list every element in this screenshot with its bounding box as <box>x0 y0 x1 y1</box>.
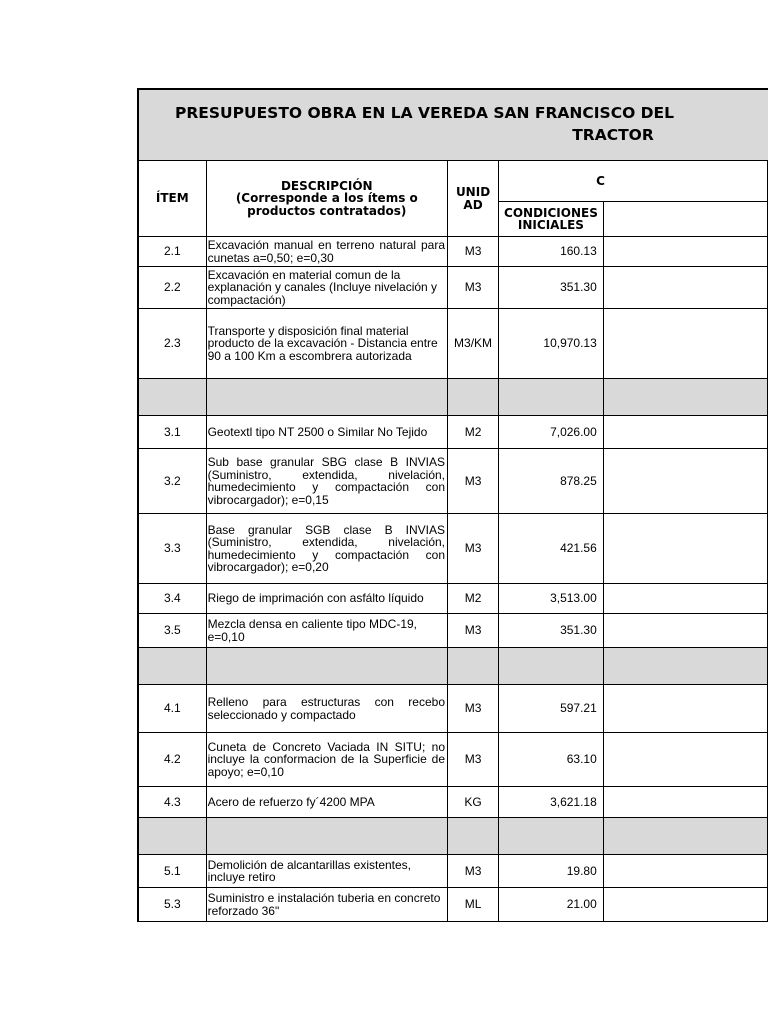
document-title-line2: TRACTOR <box>572 126 654 144</box>
table-row <box>138 855 768 888</box>
separator-cell <box>448 648 499 685</box>
quantity-cell: 3,513.00 <box>499 584 604 614</box>
separator-cell <box>499 379 604 416</box>
item-number-cell: 3.5 <box>138 614 206 648</box>
description-cell: Riego de imprimación con asfálto líquido <box>206 584 447 614</box>
item-number-cell: 5.3 <box>138 888 206 922</box>
separator-cell <box>138 818 206 855</box>
description-cell: Cuneta de Concreto Vaciada IN SITU; no incluye la conformacion de la Superficie de apoyo; e=0,10 <box>206 733 447 787</box>
quantity-cell: 63.10 <box>499 733 604 787</box>
section-separator-row <box>138 818 768 855</box>
table-row <box>138 787 768 818</box>
unit-cell: M3 <box>448 514 499 584</box>
item-number-cell: 2.1 <box>138 237 206 267</box>
document-title-line1: PRESUPUESTO OBRA EN LA VEREDA SAN FRANCISCO DEL <box>175 104 674 122</box>
description-cell: Base granular SGB clase B INVIAS (Suministro, extendida, nivelación, humedecimiento y compactación con vibrocargador); e=0,20 <box>206 514 447 584</box>
empty-cell <box>603 237 767 267</box>
table-row <box>138 888 768 922</box>
header-unit-label: UNIDAD <box>455 185 491 212</box>
separator-cell <box>206 648 447 685</box>
unit-cell: KG <box>448 787 499 818</box>
quantity-cell: 3,621.18 <box>499 787 604 818</box>
empty-cell <box>603 309 767 379</box>
separator-cell <box>603 379 767 416</box>
empty-cell <box>603 416 767 449</box>
header-item: ÍTEM <box>138 161 206 237</box>
description-cell: Sub base granular SBG clase B INVIAS (Suministro, extendida, nivelación, humedecimiento y compactación con vibrocargador); e=0,15 <box>206 449 447 514</box>
item-number-cell: 2.2 <box>138 267 206 309</box>
table-row <box>138 237 768 267</box>
table-row <box>138 514 768 584</box>
item-number-cell: 3.4 <box>138 584 206 614</box>
table-row <box>138 267 768 309</box>
quantity-cell: 7,026.00 <box>499 416 604 449</box>
unit-cell: M3 <box>448 237 499 267</box>
description-cell: Relleno para estructuras con recebo seleccionado y compactado <box>206 685 447 733</box>
description-cell: Transporte y disposición final material producto de la excavación - Distancia entre 90 a 100 Km a escombrera autorizada <box>206 309 447 379</box>
unit-cell: M3 <box>448 733 499 787</box>
header-description-title: DESCRIPCIÓN <box>280 178 373 193</box>
separator-cell <box>499 648 604 685</box>
unit-cell: M2 <box>448 584 499 614</box>
description-cell: Excavación manual en terreno natural para cunetas a=0,50; e=0,30 <box>206 237 447 267</box>
unit-cell: M3/KM <box>448 309 499 379</box>
separator-cell <box>499 818 604 855</box>
empty-cell <box>603 888 767 922</box>
item-number-cell: 3.2 <box>138 449 206 514</box>
item-number-cell: 3.1 <box>138 416 206 449</box>
empty-cell <box>603 855 767 888</box>
quantity-cell: 21.00 <box>499 888 604 922</box>
table-row <box>138 584 768 614</box>
section-separator-row <box>138 379 768 416</box>
unit-cell: ML <box>448 888 499 922</box>
table-row <box>138 416 768 449</box>
header-description <box>206 161 447 237</box>
item-number-cell: 4.3 <box>138 787 206 818</box>
quantity-cell: 597.21 <box>499 685 604 733</box>
empty-cell <box>603 267 767 309</box>
description-cell: Acero de refuerzo fy´4200 MPA <box>206 787 447 818</box>
table-row <box>138 685 768 733</box>
description-cell: Suministro e instalación tuberia en concreto reforzado 36" <box>206 888 447 922</box>
quantity-cell: 10,970.13 <box>499 309 604 379</box>
description-cell: Geotextl tipo NT 2500 o Similar No Tejido <box>206 416 447 449</box>
table-row <box>138 614 768 648</box>
table-row <box>138 449 768 514</box>
unit-cell: M3 <box>448 449 499 514</box>
separator-cell <box>603 818 767 855</box>
empty-cell <box>603 584 767 614</box>
quantity-cell: 421.56 <box>499 514 604 584</box>
empty-cell <box>603 685 767 733</box>
header-unit <box>448 161 499 237</box>
unit-cell: M3 <box>448 267 499 309</box>
separator-cell <box>138 648 206 685</box>
item-number-cell: 5.1 <box>138 855 206 888</box>
separator-cell <box>603 648 767 685</box>
unit-cell: M3 <box>448 855 499 888</box>
header-empty <box>603 202 767 237</box>
empty-cell <box>603 514 767 584</box>
header-quantity-group: C <box>499 161 768 202</box>
budget-table-body <box>138 237 768 922</box>
separator-cell <box>206 379 447 416</box>
item-number-cell: 2.3 <box>138 309 206 379</box>
unit-cell: M3 <box>448 685 499 733</box>
empty-cell <box>603 787 767 818</box>
unit-cell: M2 <box>448 416 499 449</box>
item-number-cell: 3.3 <box>138 514 206 584</box>
item-number-cell: 4.2 <box>138 733 206 787</box>
quantity-cell: 351.30 <box>499 267 604 309</box>
unit-cell: M3 <box>448 614 499 648</box>
separator-cell <box>138 379 206 416</box>
section-separator-row <box>138 648 768 685</box>
budget-table <box>137 160 768 922</box>
separator-cell <box>448 818 499 855</box>
header-description-subtitle: (Corresponde a los ítems o productos contratados) <box>235 191 418 218</box>
quantity-cell: 351.30 <box>499 614 604 648</box>
table-row <box>138 309 768 379</box>
quantity-cell: 160.13 <box>499 237 604 267</box>
title-box <box>137 88 768 160</box>
empty-cell <box>603 733 767 787</box>
description-cell: Demolición de alcantarillas existentes, incluye retiro <box>206 855 447 888</box>
quantity-cell: 19.80 <box>499 855 604 888</box>
separator-cell <box>206 818 447 855</box>
budget-document <box>137 88 768 950</box>
description-cell: Mezcla densa en caliente tipo MDC-19, e=0,10 <box>206 614 447 648</box>
quantity-cell: 878.25 <box>499 449 604 514</box>
table-row <box>138 733 768 787</box>
item-number-cell: 4.1 <box>138 685 206 733</box>
empty-cell <box>603 449 767 514</box>
header-initial-conditions: CONDICIONES INICIALES <box>499 202 604 237</box>
description-cell: Excavación en material comun de la explanación y canales (Incluye nivelación y compactación) <box>206 267 447 309</box>
separator-cell <box>448 379 499 416</box>
empty-cell <box>603 614 767 648</box>
